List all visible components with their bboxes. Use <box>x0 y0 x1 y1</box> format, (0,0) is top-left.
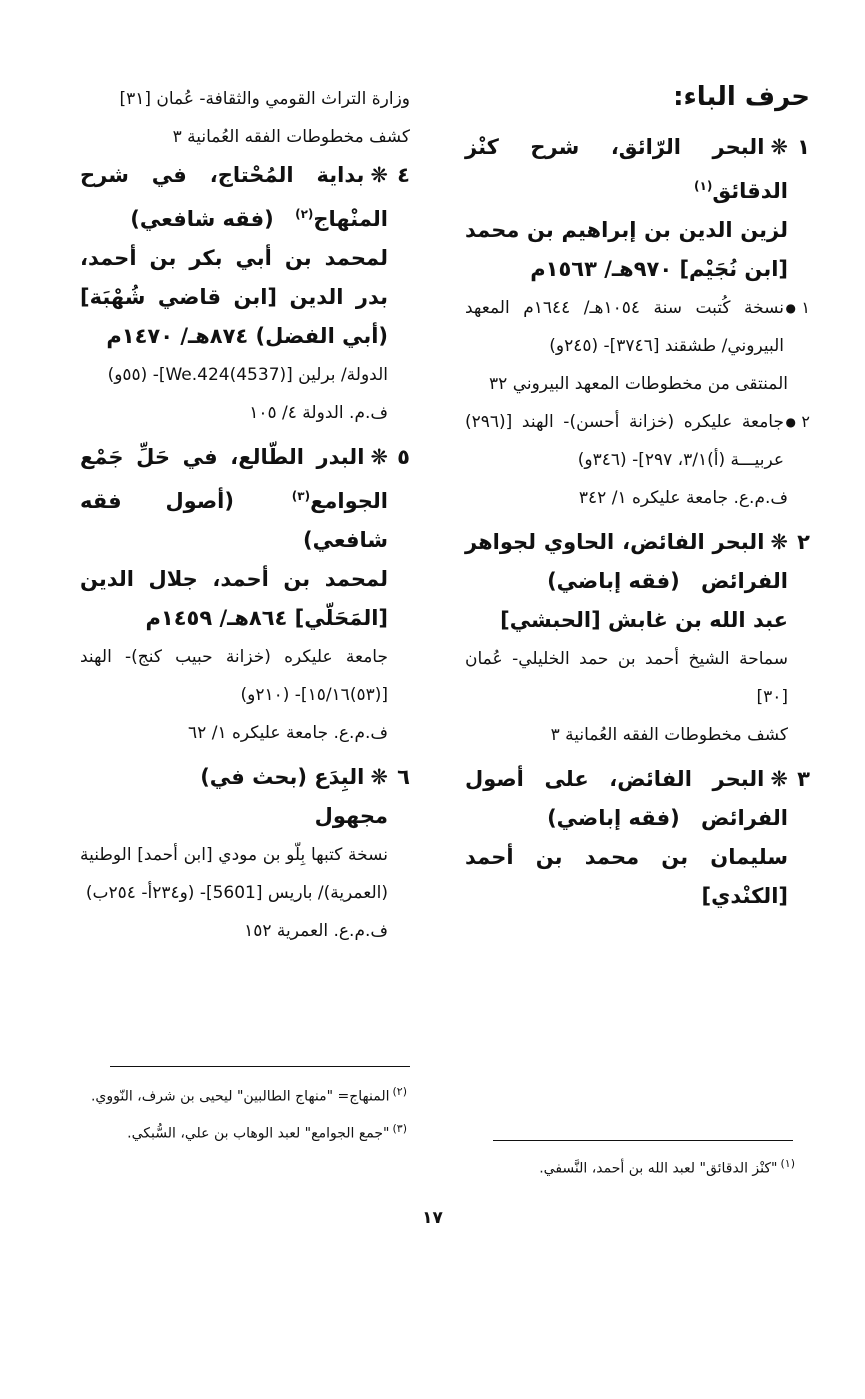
star-icon: ❋ <box>370 163 388 187</box>
page-number: ١٧ <box>422 1208 443 1228</box>
catalog-reference: ف.م. الدولة ٤/ ١٠٥ <box>249 403 388 423</box>
entry-number: ٥ <box>397 445 410 469</box>
right-column <box>465 80 810 922</box>
catalog-reference: كشف مخطوطات الفقه العُمانية ٣ <box>172 127 410 147</box>
copy-line: ١ ● نسخة كُتبت سنة ١٠٥٤هـ/ ١٦٤٤م المعهد البيروني/ طشقند [٣٧٤٦]- (٢٤٥و) <box>465 289 810 365</box>
entry-author: مجهول <box>314 804 388 828</box>
footnotes-right <box>485 1148 795 1185</box>
entry-title: البحر الرّائق، شرح كنْز الدقائق <box>465 135 788 203</box>
holding-line: نسخة كتبها بِلّو بن مودي [ابن أحمد] الوطنية (العمرية)/ باريس [5601]- (و٢٣٤أ- ٢٥٤ب) <box>80 845 388 903</box>
entry-number: ٦ <box>397 765 410 789</box>
entry-subject: (فقه إباضي) <box>547 569 680 593</box>
star-icon: ❋ <box>770 767 788 791</box>
entry-title: البِدَع (بحث في) <box>200 765 365 789</box>
entry-1 <box>465 128 810 517</box>
entry-author: لمحمد بن أبي بكر بن أحمد، بدر الدين [ابن قاضي شُهْبَة] (أبي الفضل) ٨٧٤هـ/ ١٤٧٠م <box>80 246 388 348</box>
holding-line: وزارة التراث القومي والثقافة- عُمان [٣١] <box>119 89 410 109</box>
entry-author: عبد الله بن غابش [الحبشي] <box>500 608 788 632</box>
holding-line: الدولة/ برلين [We.424(4537)]- (٥٥و) <box>107 365 388 385</box>
catalog-reference: كشف مخطوطات الفقه العُمانية ٣ <box>550 725 788 745</box>
entry-subject: (أصول فقه شافعي) <box>80 489 388 552</box>
entry-subject: (فقه شافعي) <box>130 207 274 231</box>
footnote: $^{(١)}$"كنْز الدقائق" لعبد الله بن أحمد، النَّسفي. <box>539 1157 795 1177</box>
entry-5 <box>80 438 410 752</box>
star-icon: ❋ <box>770 530 788 554</box>
entry-subject: (فقه إباضي) <box>547 806 680 830</box>
footnote-mark: (٣) <box>291 489 311 503</box>
footnote-divider <box>493 1140 793 1141</box>
entry-3 <box>465 760 810 916</box>
entry-title: بداية المُحْتاج، في شرح المنْهاج <box>80 163 388 231</box>
entry-number: ٤ <box>397 163 410 187</box>
copy-line: ٢ ● جامعة عليكره (خزانة أحسن)- الهند [(٢٩٦) عربيـــة (أ)٣/١، ٢٩٧]- (٣٤٦و) <box>465 403 810 479</box>
section-title: حرف الباء: <box>673 82 810 112</box>
entry-title: البحر الفائض، على أصول الفرائض <box>465 767 788 830</box>
holding-line: سماحة الشيخ أحمد بن حمد الخليلي- عُمان [٣٠] <box>465 649 788 707</box>
entry-number: ١ <box>797 135 810 159</box>
bullet-icon: ● <box>785 415 796 429</box>
entry-number: ٢ <box>797 530 810 554</box>
star-icon: ❋ <box>370 445 388 469</box>
entry-title: البدر الطّالع، في حَلِّ جَمْع الجوامع <box>80 445 388 513</box>
entry-4 <box>80 156 410 432</box>
entry-2 <box>465 523 810 754</box>
entry-title: البحر الفائض، الحاوي لجواهر الفرائض <box>465 530 788 593</box>
footnotes-left <box>62 1076 407 1149</box>
catalog-reference: ف.م.ع. العمرية ١٥٢ <box>244 921 388 941</box>
catalog-reference: ف.م.ع. جامعة عليكره ١/ ٣٤٢ <box>578 488 788 508</box>
entry-author: لزين الدين بن إبراهيم بن محمد [ابن نُجَيْم] ٩٧٠هـ/ ١٥٦٣م <box>465 218 788 281</box>
star-icon: ❋ <box>770 135 788 159</box>
footnote-mark: (٢) <box>295 207 314 221</box>
star-icon: ❋ <box>370 765 388 789</box>
bullet-icon: ● <box>785 301 796 315</box>
entry-6 <box>80 758 410 950</box>
footnote: $^{(٢)}$المنهاج= "منهاج الطالبين" ليحيى بن شرف، النّووي. <box>90 1085 407 1105</box>
entry-author: سليمان بن محمد بن أحمد [الكنْدي] <box>465 845 788 908</box>
catalog-reference: المنتقى من مخطوطات المعهد البيروني ٣٢ <box>489 374 788 394</box>
entry-author: لمحمد بن أحمد، جلال الدين [المَحَلّي] ٨٦٤هـ/ ١٤٥٩م <box>80 567 388 630</box>
footnote-mark: (١) <box>694 179 713 193</box>
catalog-reference: ف.م.ع. جامعة عليكره ١/ ٦٢ <box>188 723 388 743</box>
entry-number: ٣ <box>797 767 810 791</box>
left-column <box>80 80 410 956</box>
footnote: $^{(٣)}$"جمع الجوامع" لعبد الوهاب بن علي، السُّبكي. <box>127 1121 407 1142</box>
holding-line: جامعة عليكره (خزانة حبيب كنج)- الهند [(٥٣)١٥/١٦]- (٢١٠و) <box>80 647 388 705</box>
footnote-divider <box>110 1066 410 1067</box>
